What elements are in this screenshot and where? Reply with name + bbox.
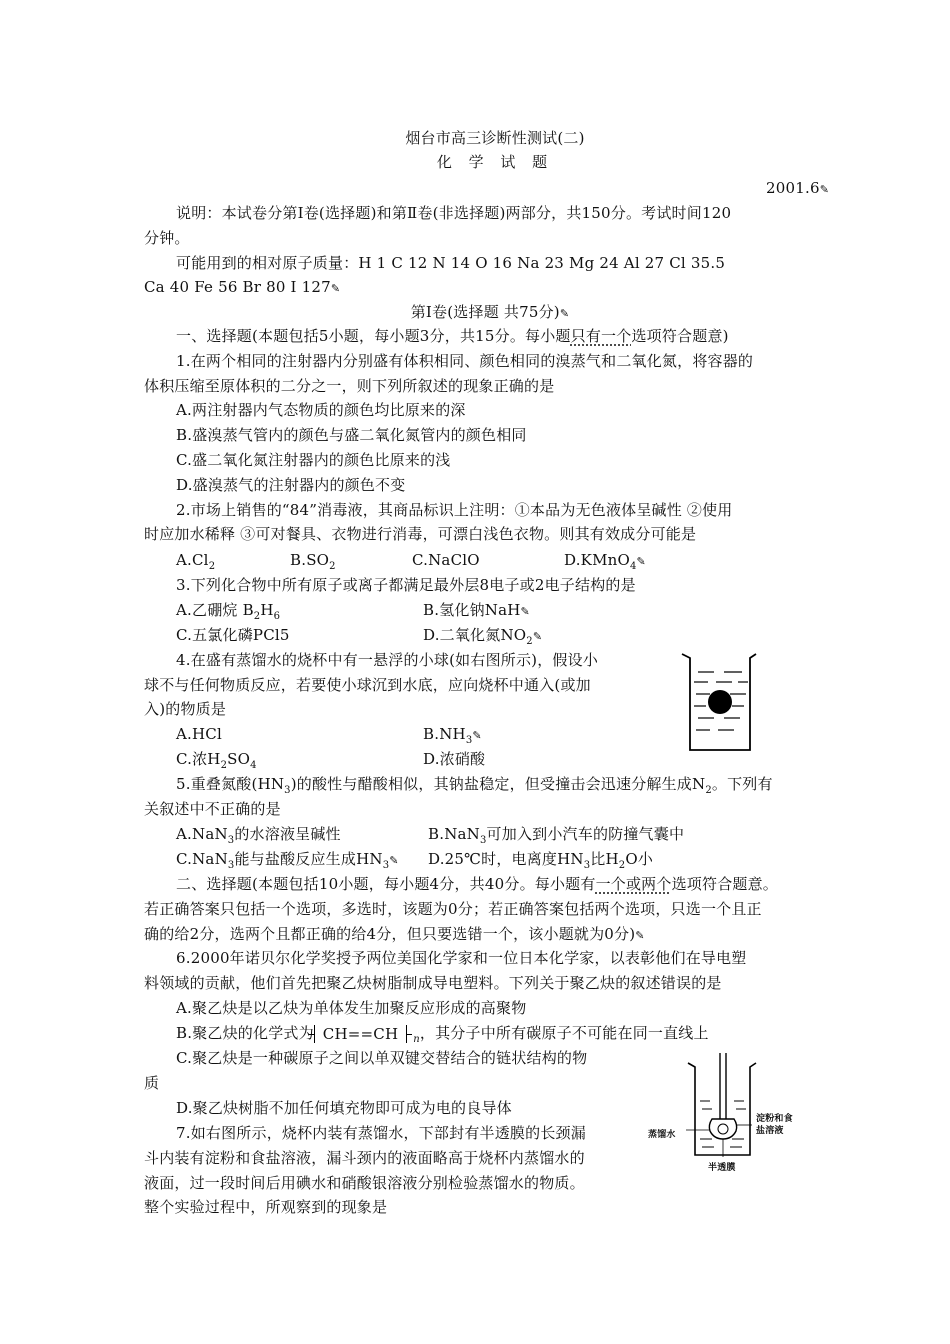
edit-mark-icon: ✎ xyxy=(636,555,646,568)
part1-heading: 第Ⅰ卷(选择题 共75分)✎ xyxy=(410,303,570,321)
figure-label-membrane: 半透膜 xyxy=(708,1163,736,1173)
q4-option-c: C.浓$H_2SO_4$ xyxy=(176,750,257,771)
q1-option-c: C.盛二氧化氮注射器内的颜色比原来的浅 xyxy=(176,451,451,469)
q5-stem-2: 关叙述中不正确的是 xyxy=(144,800,281,818)
q2-option-c: C.NaClO xyxy=(412,551,480,569)
q2-stem-1: 2.市场上销售的“84”消毒液，其商品标识上注明：①本品为无色液体呈碱性 ②使用 xyxy=(176,501,733,519)
q1-option-a: A.两注射器内气态物质的颜色均比原来的深 xyxy=(176,401,466,419)
atomic-mass-1: 可能用到的相对原子质量：H 1 C 12 N 14 O 16 Na 23 Mg 24 Al 27 Cl 35.5 xyxy=(176,254,726,272)
edit-mark-icon: ✎ xyxy=(819,183,830,196)
q4-option-d: D.浓硝酸 xyxy=(423,750,486,768)
q4-stem-3: 入)的物质是 xyxy=(144,700,227,718)
section2-instructions-3: 确的给2分，选两个且都正确的给4分，但只要选错一个，该小题就为0分)✎ xyxy=(144,925,645,943)
q5-option-b: B.NaN$_3$可加入到小汽车的防撞气囊中 xyxy=(428,825,685,846)
polyacetylene-formula: CH==CH xyxy=(314,1025,407,1043)
figure-label-water: 蒸馏水 xyxy=(648,1130,676,1140)
page-subtitle: 化 学 试 题 xyxy=(436,153,554,171)
q5-option-d: D.25℃时，电离度$HN_3$比$H_2O$小 xyxy=(428,850,654,871)
edit-mark-icon: ✎ xyxy=(559,307,570,320)
floating-ball xyxy=(708,690,732,714)
atomic-mass-2: Ca 40 Fe 56 Br 80 I 127✎ xyxy=(144,278,341,296)
q7-stem-2: 斗内装有淀粉和食盐溶液，漏斗颈内的液面略高于烧杯内蒸馏水的 xyxy=(144,1149,585,1167)
intro-note-1: 说明：本试卷分第Ⅰ卷(选择题)和第Ⅱ卷(非选择题)两部分，共150分。考试时间120 xyxy=(176,204,732,222)
q4-stem-1: 4.在盛有蒸馏水的烧杯中有一悬浮的小球(如右图所示)，假设小 xyxy=(176,651,599,669)
q5-option-c: C.NaN$_3$能与盐酸反应生成$HN_3✎$ xyxy=(176,850,399,871)
q3-stem: 3.下列化合物中所有原子或离子都满足最外层8电子或2电子结构的是 xyxy=(176,576,636,594)
q7-stem-3: 液面，过一段时间后用碘水和硝酸银溶液分别检验蒸馏水的物质。 xyxy=(144,1174,585,1192)
q3-option-d: D.二氧化氮$NO_2✎$ xyxy=(423,626,543,647)
q7-stem-1: 7.如右图所示，烧杯内装有蒸馏水，下部封有半透膜的长颈漏 xyxy=(176,1124,586,1142)
edit-mark-icon: ✎ xyxy=(635,929,645,942)
q6-stem-1: 6.2000年诺贝尔化学奖授予两位美国化学家和一位日本化学家，以表彰他们在导电塑 xyxy=(176,949,747,967)
edit-mark-icon: ✎ xyxy=(389,854,399,867)
q2-option-b: $B.SO_2$ xyxy=(290,551,336,572)
q3-option-c: C.五氯化磷PCl5 xyxy=(176,626,290,644)
q6-option-a: A.聚乙炔是以乙炔为单体发生加聚反应形成的高聚物 xyxy=(176,999,527,1017)
q5-stem-1: 5.重叠氮酸$(HN_3)$的酸性与醋酸相似，其钠盐稳定，但受撞击会迅速分解生成$N_2$。下列有 xyxy=(176,775,773,796)
edit-mark-icon: ✎ xyxy=(532,630,543,643)
edit-mark-icon: ✎ xyxy=(472,729,482,742)
q6-option-d: D.聚乙炔树脂不加任何填充物即可成为电的良导体 xyxy=(176,1099,512,1117)
q3-option-a: A.乙硼烷 $B_2H_6$ xyxy=(176,601,281,622)
beaker-ball-figure xyxy=(680,650,760,756)
q1-option-b: B.盛溴蒸气管内的颜色与盛二氧化氮管内的颜色相同 xyxy=(176,426,527,444)
page-title: 烟台市高三诊断性测试(二) xyxy=(405,129,585,147)
q5-option-a: A.NaN$_3$的水溶液呈碱性 xyxy=(176,825,341,846)
q2-stem-2: 时应加水稀释 ③可对餐具、衣物进行消毒，可漂白浅色衣物。则其有效成分可能是 xyxy=(144,525,697,543)
section2-instructions-1: 二、选择题(本题包括10小题，每小题4分，共40分。每小题有一个或两个选项符合题意。 xyxy=(176,875,778,893)
section2-instructions-2: 若正确答案只包括一个选项，多选时，该题为0分；若正确答案包括两个选项，只选一个且正 xyxy=(144,900,762,918)
q4-option-a: A.HCl xyxy=(176,725,222,743)
q3-option-b: B.氢化钠NaH✎ xyxy=(423,601,530,619)
q1-option-d: D.盛溴蒸气的注射器内的颜色不变 xyxy=(176,476,406,494)
exam-date: 2001.6✎ xyxy=(766,179,830,197)
q2-option-d: D.KMnO$_4$✎ xyxy=(564,551,646,572)
figure-label-solution-1: 淀粉和食 xyxy=(756,1114,793,1124)
q4-option-b: $B.NH_3✎$ xyxy=(423,725,482,746)
figure-label-solution-2: 盐溶液 xyxy=(756,1126,784,1136)
q6-option-c-1: C.聚乙炔是一种碳原子之间以单双键交替结合的链状结构的物 xyxy=(176,1049,588,1067)
q2-option-a: $A.Cl_2$ xyxy=(176,551,216,572)
q4-stem-2: 球不与任何物质反应，若要使小球沉到水底，应向烧杯中通入(或加 xyxy=(144,676,591,694)
section1-instructions: 一、选择题(本题包括5小题，每小题3分，共15分。每小题只有一个选项符合题意) xyxy=(176,327,729,345)
q1-stem-2: 体积压缩至原体积的二分之一，则下列所叙述的现象正确的是 xyxy=(144,377,555,395)
intro-note-2: 分钟。 xyxy=(144,229,190,247)
edit-mark-icon: ✎ xyxy=(330,282,341,295)
edit-mark-icon: ✎ xyxy=(520,605,530,618)
q6-option-c-2: 质 xyxy=(144,1074,160,1092)
q7-stem-4: 整个实验过程中，所观察到的现象是 xyxy=(144,1198,388,1216)
q6-stem-2: 料领域的贡献，他们首先把聚乙炔树脂制成导电塑料。下列关于聚乙炔的叙述错误的是 xyxy=(144,974,722,992)
q6-option-b: B.聚乙炔的化学式为 CH==CH $_n$，其分子中所有碳原子不可能在同一直线上 xyxy=(176,1024,709,1045)
q1-stem-1: 1.在两个相同的注射器内分别盛有体积相同、颜色相同的溴蒸气和二氧化氮，将容器的 xyxy=(176,352,754,370)
